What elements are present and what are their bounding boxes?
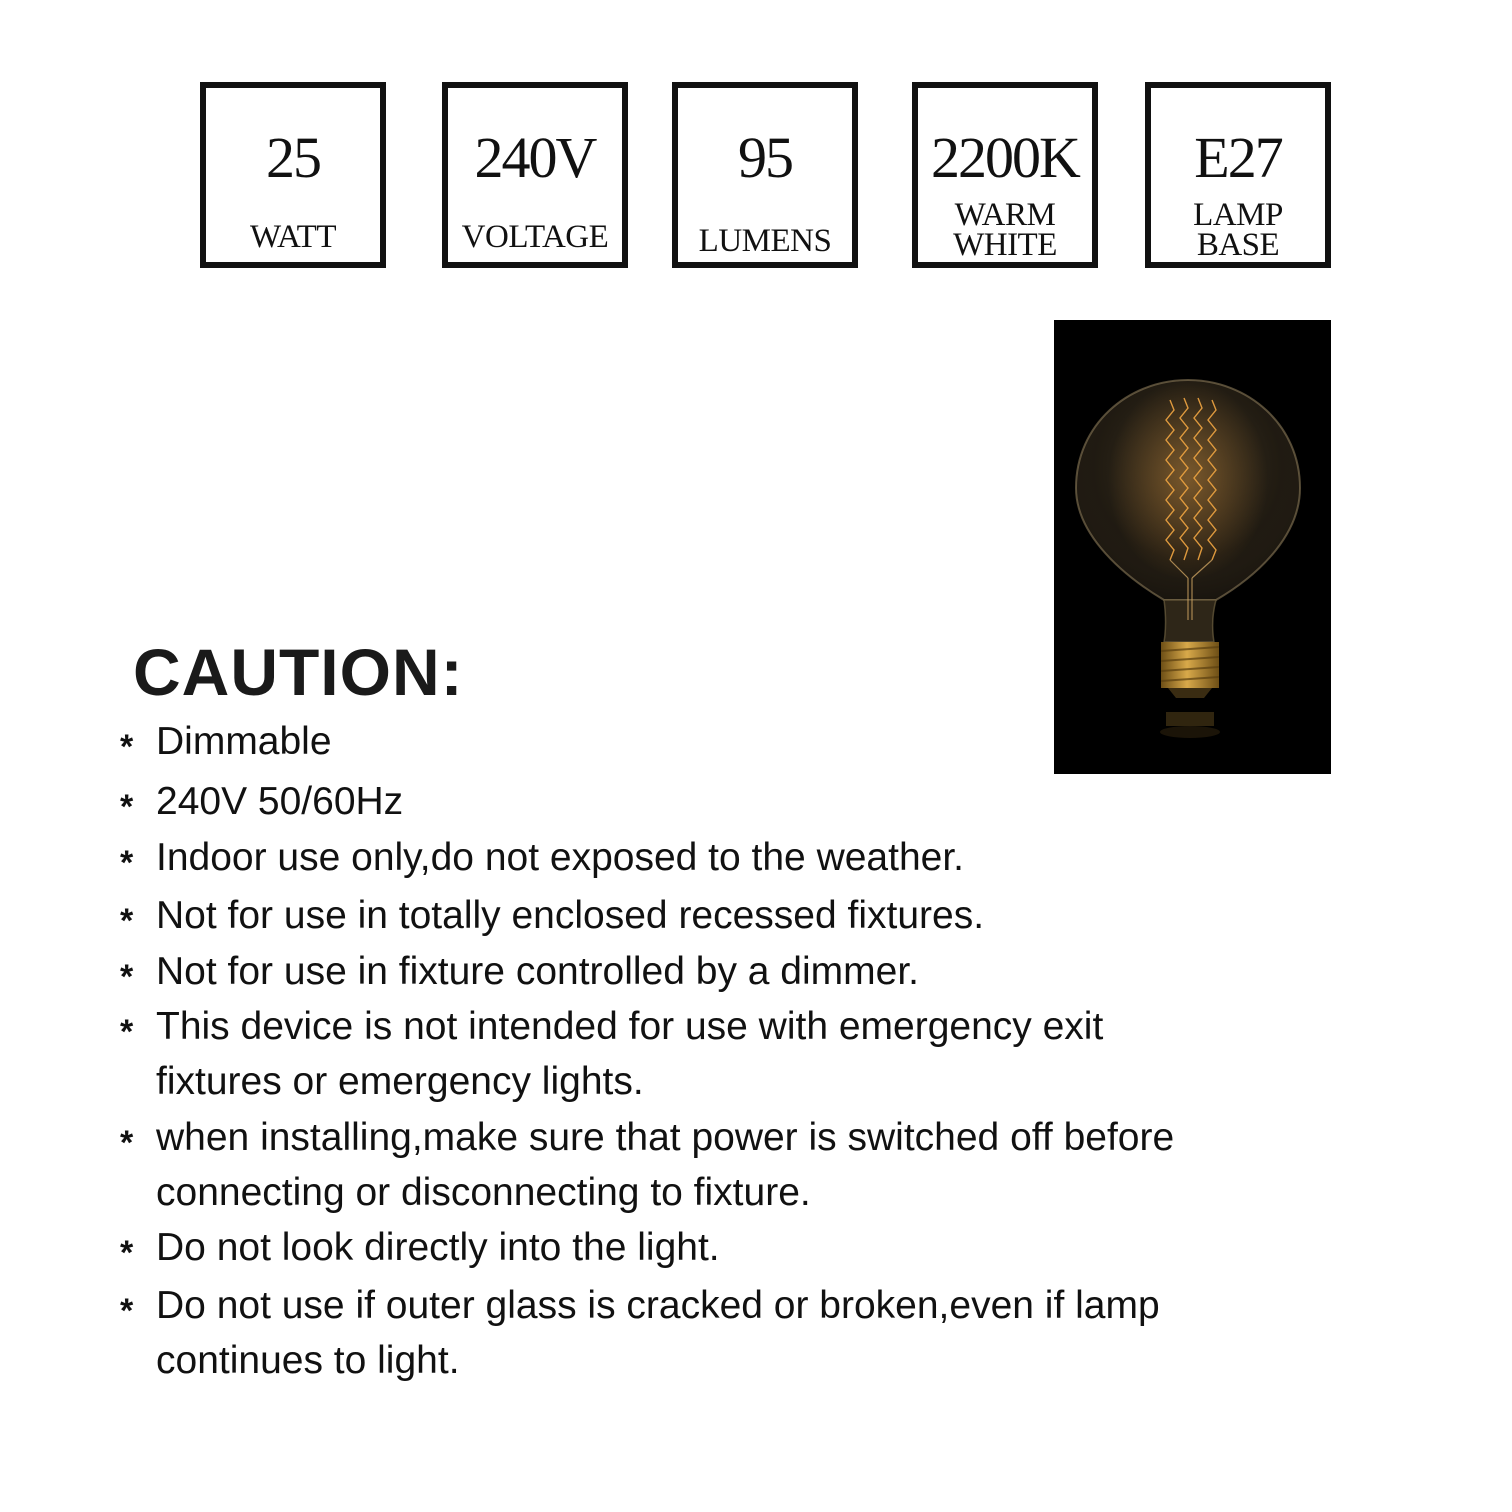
caution-text: Not for use in fixture controlled by a dimmer. bbox=[156, 950, 919, 993]
asterisk-icon: * bbox=[120, 1124, 134, 1162]
caution-text: 240V 50/60Hz bbox=[156, 780, 404, 823]
asterisk-icon: * bbox=[120, 958, 134, 996]
spec-label: LUMENS bbox=[698, 223, 832, 259]
list-item bbox=[120, 714, 1380, 769]
list-item bbox=[120, 830, 1380, 885]
caution-text: Indoor use only,do not exposed to the weather. bbox=[156, 836, 965, 879]
spec-box-lumens bbox=[672, 82, 858, 268]
caution-text: Not for use in totally enclosed recessed fixtures. bbox=[156, 894, 985, 937]
list-item bbox=[120, 999, 1380, 1109]
asterisk-icon: * bbox=[120, 728, 134, 766]
asterisk-icon: * bbox=[120, 1234, 134, 1272]
list-item bbox=[120, 1220, 1380, 1275]
bulb-photo bbox=[1054, 320, 1331, 774]
spec-value: E27 bbox=[1194, 125, 1282, 190]
spec-box-wattage bbox=[200, 82, 386, 268]
caution-title: CAUTION: bbox=[133, 635, 464, 709]
caution-text: Do not use if outer glass is cracked or broken,even if lamp continues to light. bbox=[156, 1284, 1160, 1382]
spec-label: WATT bbox=[250, 219, 336, 255]
list-item bbox=[120, 1278, 1380, 1388]
asterisk-icon: * bbox=[120, 844, 134, 882]
asterisk-icon: * bbox=[120, 788, 134, 826]
spec-label: LAMP BASE bbox=[1193, 197, 1283, 263]
asterisk-icon: * bbox=[120, 902, 134, 940]
asterisk-icon: * bbox=[120, 1013, 134, 1051]
asterisk-icon: * bbox=[120, 1292, 134, 1330]
caution-text: Dimmable bbox=[156, 720, 332, 763]
list-item bbox=[120, 944, 1380, 999]
caution-text: when installing,make sure that power is switched off before connecting or disconnecting to fixture. bbox=[156, 1116, 1175, 1214]
spec-box-color-temperature bbox=[912, 82, 1098, 268]
spec-box-voltage bbox=[442, 82, 628, 268]
edison-bulb-icon bbox=[1054, 320, 1331, 774]
caution-text: Do not look directly into the light. bbox=[156, 1226, 720, 1269]
spec-value: 25 bbox=[266, 125, 320, 190]
spec-value: 95 bbox=[738, 125, 792, 190]
list-item bbox=[120, 888, 1380, 943]
spec-label: VOLTAGE bbox=[461, 219, 609, 255]
list-item bbox=[120, 774, 1380, 829]
spec-label: WARM WHITE bbox=[953, 197, 1057, 263]
spec-box-lamp-base bbox=[1145, 82, 1331, 268]
list-item bbox=[120, 1110, 1380, 1220]
spec-value: 240V bbox=[474, 125, 596, 190]
spec-value: 2200K bbox=[931, 125, 1079, 190]
caution-text: This device is not intended for use with emergency exit fixtures or emergency lights. bbox=[156, 1005, 1104, 1103]
